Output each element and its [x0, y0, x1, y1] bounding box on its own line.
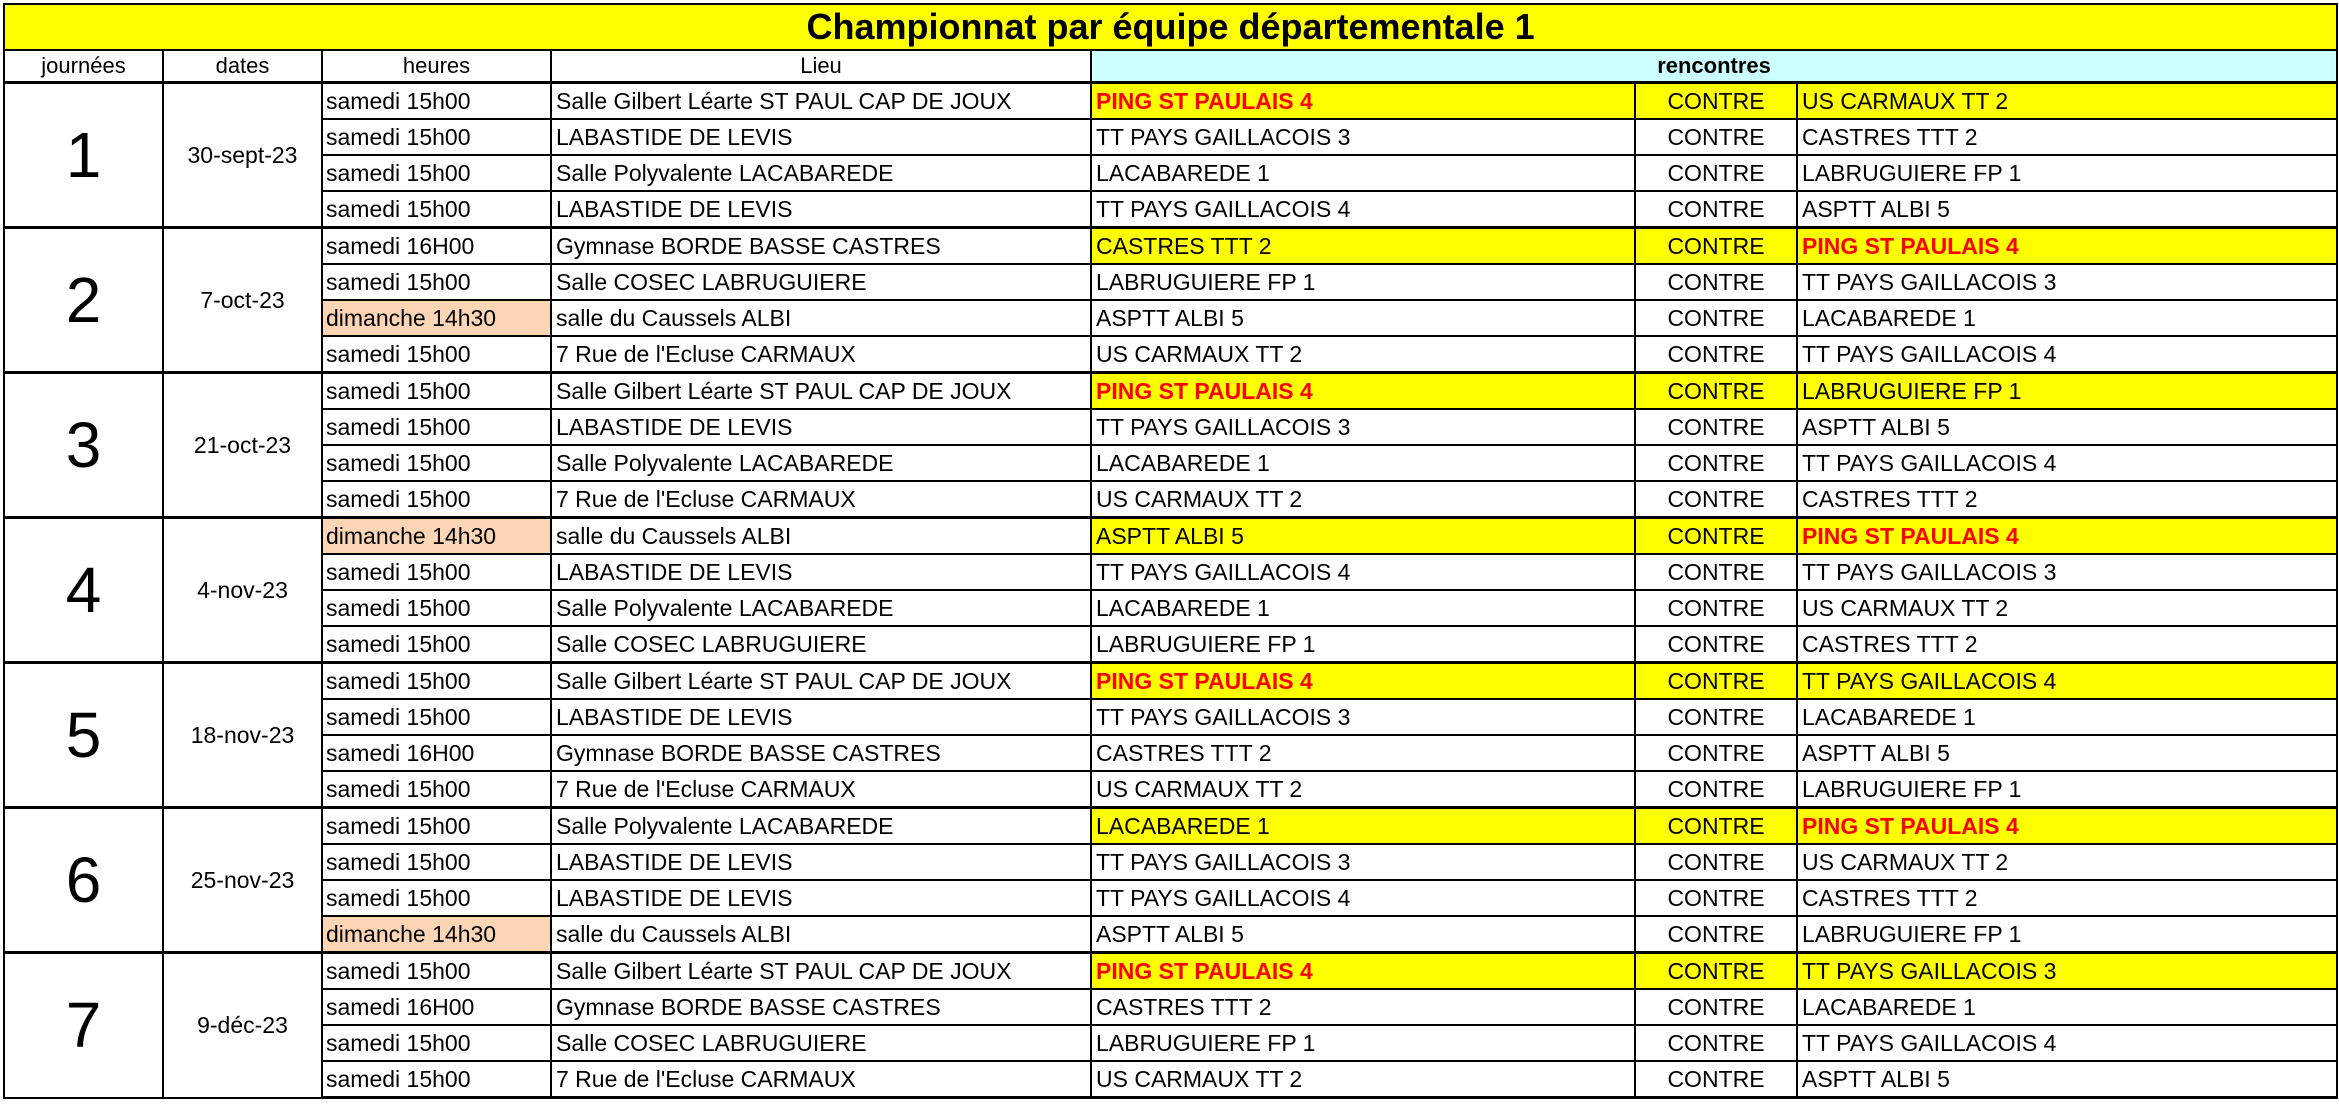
- contre-label: CONTRE: [1635, 228, 1797, 265]
- contre-label: CONTRE: [1635, 626, 1797, 663]
- home-team: LACABAREDE 1: [1091, 445, 1635, 481]
- home-team: TT PAYS GAILLACOIS 3: [1091, 409, 1635, 445]
- away-team: TT PAYS GAILLACOIS 3: [1797, 554, 2337, 590]
- contre-label: CONTRE: [1635, 83, 1797, 120]
- match-time: samedi 15h00: [322, 554, 551, 590]
- match-time: samedi 15h00: [322, 445, 551, 481]
- journee-date: 7-oct-23: [163, 228, 322, 373]
- match-time: samedi 15h00: [322, 83, 551, 120]
- match-venue: LABASTIDE DE LEVIS: [551, 880, 1091, 916]
- contre-label: CONTRE: [1635, 1025, 1797, 1061]
- contre-label: CONTRE: [1635, 771, 1797, 808]
- match-time: samedi 16H00: [322, 735, 551, 771]
- home-team: ASPTT ALBI 5: [1091, 916, 1635, 953]
- home-team: PING ST PAULAIS 4: [1091, 663, 1635, 700]
- match-venue: 7 Rue de l'Ecluse CARMAUX: [551, 336, 1091, 373]
- home-team: LABRUGUIERE FP 1: [1091, 1025, 1635, 1061]
- match-row: [4, 481, 2337, 518]
- match-venue: Salle Gilbert Léarte ST PAUL CAP DE JOUX: [551, 373, 1091, 410]
- contre-label: CONTRE: [1635, 808, 1797, 845]
- match-time: samedi 15h00: [322, 626, 551, 663]
- contre-label: CONTRE: [1635, 699, 1797, 735]
- home-team: LACABAREDE 1: [1091, 590, 1635, 626]
- match-venue: Salle COSEC LABRUGUIERE: [551, 264, 1091, 300]
- match-row: [4, 83, 2337, 120]
- match-time: samedi 15h00: [322, 1061, 551, 1098]
- header-lieu: Lieu: [551, 50, 1091, 83]
- match-row: [4, 699, 2337, 735]
- away-team: PING ST PAULAIS 4: [1797, 228, 2337, 265]
- contre-label: CONTRE: [1635, 953, 1797, 990]
- match-time: dimanche 14h30: [322, 916, 551, 953]
- home-team: LABRUGUIERE FP 1: [1091, 264, 1635, 300]
- schedule-table: [3, 3, 2338, 1099]
- match-row: [4, 119, 2337, 155]
- match-venue: salle du Caussels ALBI: [551, 518, 1091, 555]
- home-team: US CARMAUX TT 2: [1091, 481, 1635, 518]
- match-venue: Salle Polyvalente LACABAREDE: [551, 445, 1091, 481]
- away-team: LABRUGUIERE FP 1: [1797, 916, 2337, 953]
- match-venue: LABASTIDE DE LEVIS: [551, 191, 1091, 228]
- match-row: [4, 228, 2337, 265]
- journee-date: 4-nov-23: [163, 518, 322, 663]
- contre-label: CONTRE: [1635, 373, 1797, 410]
- journee-date: 18-nov-23: [163, 663, 322, 808]
- away-team: ASPTT ALBI 5: [1797, 1061, 2337, 1098]
- match-time: samedi 15h00: [322, 264, 551, 300]
- match-venue: 7 Rue de l'Ecluse CARMAUX: [551, 1061, 1091, 1098]
- match-time: samedi 15h00: [322, 808, 551, 845]
- journee-number: 3: [4, 373, 163, 518]
- header-rencontres: rencontres: [1091, 50, 2337, 83]
- contre-label: CONTRE: [1635, 989, 1797, 1025]
- match-venue: Gymnase BORDE BASSE CASTRES: [551, 989, 1091, 1025]
- journee-date: 30-sept-23: [163, 83, 322, 228]
- match-row: [4, 626, 2337, 663]
- home-team: US CARMAUX TT 2: [1091, 771, 1635, 808]
- journee-number: 6: [4, 808, 163, 953]
- away-team: TT PAYS GAILLACOIS 4: [1797, 1025, 2337, 1061]
- home-team: PING ST PAULAIS 4: [1091, 83, 1635, 120]
- away-team: ASPTT ALBI 5: [1797, 735, 2337, 771]
- home-team: ASPTT ALBI 5: [1091, 300, 1635, 336]
- match-row: [4, 735, 2337, 771]
- away-team: CASTRES TTT 2: [1797, 626, 2337, 663]
- away-team: TT PAYS GAILLACOIS 3: [1797, 953, 2337, 990]
- home-team: CASTRES TTT 2: [1091, 989, 1635, 1025]
- header-journees: journées: [4, 50, 163, 83]
- match-venue: 7 Rue de l'Ecluse CARMAUX: [551, 771, 1091, 808]
- header-row: [4, 50, 2337, 83]
- match-row: [4, 264, 2337, 300]
- home-team: ASPTT ALBI 5: [1091, 518, 1635, 555]
- match-row: [4, 663, 2337, 700]
- contre-label: CONTRE: [1635, 554, 1797, 590]
- match-row: [4, 1025, 2337, 1061]
- home-team: CASTRES TTT 2: [1091, 735, 1635, 771]
- away-team: PING ST PAULAIS 4: [1797, 518, 2337, 555]
- header-heures: heures: [322, 50, 551, 83]
- match-venue: Salle Polyvalente LACABAREDE: [551, 590, 1091, 626]
- away-team: TT PAYS GAILLACOIS 4: [1797, 336, 2337, 373]
- match-time: samedi 15h00: [322, 1025, 551, 1061]
- match-venue: Salle Gilbert Léarte ST PAUL CAP DE JOUX: [551, 953, 1091, 990]
- match-time: samedi 15h00: [322, 771, 551, 808]
- contre-label: CONTRE: [1635, 336, 1797, 373]
- journee-date: 25-nov-23: [163, 808, 322, 953]
- home-team: US CARMAUX TT 2: [1091, 1061, 1635, 1098]
- match-row: [4, 590, 2337, 626]
- contre-label: CONTRE: [1635, 1061, 1797, 1098]
- match-row: [4, 808, 2337, 845]
- contre-label: CONTRE: [1635, 191, 1797, 228]
- match-venue: LABASTIDE DE LEVIS: [551, 409, 1091, 445]
- home-team: CASTRES TTT 2: [1091, 228, 1635, 265]
- away-team: TT PAYS GAILLACOIS 3: [1797, 264, 2337, 300]
- match-venue: LABASTIDE DE LEVIS: [551, 844, 1091, 880]
- away-team: CASTRES TTT 2: [1797, 880, 2337, 916]
- away-team: LACABAREDE 1: [1797, 300, 2337, 336]
- contre-label: CONTRE: [1635, 409, 1797, 445]
- match-row: [4, 409, 2337, 445]
- match-time: samedi 15h00: [322, 119, 551, 155]
- match-row: [4, 155, 2337, 191]
- match-row: [4, 373, 2337, 410]
- match-venue: LABASTIDE DE LEVIS: [551, 554, 1091, 590]
- away-team: LABRUGUIERE FP 1: [1797, 155, 2337, 191]
- header-dates: dates: [163, 50, 322, 83]
- match-time: samedi 15h00: [322, 373, 551, 410]
- contre-label: CONTRE: [1635, 264, 1797, 300]
- match-row: [4, 518, 2337, 555]
- journee-number: 2: [4, 228, 163, 373]
- home-team: US CARMAUX TT 2: [1091, 336, 1635, 373]
- away-team: LACABAREDE 1: [1797, 699, 2337, 735]
- match-venue: Salle COSEC LABRUGUIERE: [551, 626, 1091, 663]
- journee-number: 5: [4, 663, 163, 808]
- match-time: samedi 15h00: [322, 699, 551, 735]
- match-time: samedi 15h00: [322, 191, 551, 228]
- match-venue: LABASTIDE DE LEVIS: [551, 119, 1091, 155]
- away-team: US CARMAUX TT 2: [1797, 590, 2337, 626]
- match-venue: Salle COSEC LABRUGUIERE: [551, 1025, 1091, 1061]
- match-venue: Salle Gilbert Léarte ST PAUL CAP DE JOUX: [551, 83, 1091, 120]
- match-row: [4, 989, 2337, 1025]
- away-team: US CARMAUX TT 2: [1797, 83, 2337, 120]
- home-team: PING ST PAULAIS 4: [1091, 373, 1635, 410]
- away-team: ASPTT ALBI 5: [1797, 191, 2337, 228]
- match-venue: Salle Gilbert Léarte ST PAUL CAP DE JOUX: [551, 663, 1091, 700]
- match-venue: Gymnase BORDE BASSE CASTRES: [551, 228, 1091, 265]
- away-team: LABRUGUIERE FP 1: [1797, 771, 2337, 808]
- page-title: Championnat par équipe départementale 1: [4, 4, 2337, 50]
- match-time: samedi 15h00: [322, 880, 551, 916]
- match-venue: LABASTIDE DE LEVIS: [551, 699, 1091, 735]
- match-row: [4, 191, 2337, 228]
- contre-label: CONTRE: [1635, 844, 1797, 880]
- match-time: samedi 15h00: [322, 409, 551, 445]
- match-time: samedi 15h00: [322, 590, 551, 626]
- contre-label: CONTRE: [1635, 735, 1797, 771]
- match-venue: Gymnase BORDE BASSE CASTRES: [551, 735, 1091, 771]
- match-row: [4, 771, 2337, 808]
- journee-date: 9-déc-23: [163, 953, 322, 1098]
- away-team: CASTRES TTT 2: [1797, 481, 2337, 518]
- contre-label: CONTRE: [1635, 518, 1797, 555]
- away-team: PING ST PAULAIS 4: [1797, 808, 2337, 845]
- match-venue: salle du Caussels ALBI: [551, 300, 1091, 336]
- contre-label: CONTRE: [1635, 880, 1797, 916]
- journee-number: 1: [4, 83, 163, 228]
- away-team: ASPTT ALBI 5: [1797, 409, 2337, 445]
- contre-label: CONTRE: [1635, 916, 1797, 953]
- match-time: samedi 15h00: [322, 481, 551, 518]
- journee-number: 4: [4, 518, 163, 663]
- home-team: TT PAYS GAILLACOIS 4: [1091, 554, 1635, 590]
- match-time: samedi 15h00: [322, 953, 551, 990]
- match-row: [4, 300, 2337, 336]
- match-time: dimanche 14h30: [322, 300, 551, 336]
- match-time: samedi 15h00: [322, 155, 551, 191]
- contre-label: CONTRE: [1635, 119, 1797, 155]
- away-team: TT PAYS GAILLACOIS 4: [1797, 445, 2337, 481]
- match-time: samedi 15h00: [322, 844, 551, 880]
- home-team: TT PAYS GAILLACOIS 3: [1091, 699, 1635, 735]
- match-venue: Salle Polyvalente LACABAREDE: [551, 808, 1091, 845]
- contre-label: CONTRE: [1635, 590, 1797, 626]
- contre-label: CONTRE: [1635, 445, 1797, 481]
- away-team: LACABAREDE 1: [1797, 989, 2337, 1025]
- match-time: samedi 16H00: [322, 989, 551, 1025]
- home-team: LACABAREDE 1: [1091, 808, 1635, 845]
- away-team: LABRUGUIERE FP 1: [1797, 373, 2337, 410]
- match-time: samedi 16H00: [322, 228, 551, 265]
- journee-date: 21-oct-23: [163, 373, 322, 518]
- match-row: [4, 880, 2337, 916]
- away-team: TT PAYS GAILLACOIS 4: [1797, 663, 2337, 700]
- match-time: samedi 15h00: [322, 336, 551, 373]
- match-row: [4, 1061, 2337, 1098]
- away-team: US CARMAUX TT 2: [1797, 844, 2337, 880]
- journee-number: 7: [4, 953, 163, 1098]
- contre-label: CONTRE: [1635, 300, 1797, 336]
- match-row: [4, 844, 2337, 880]
- contre-label: CONTRE: [1635, 481, 1797, 518]
- match-row: [4, 336, 2337, 373]
- home-team: TT PAYS GAILLACOIS 3: [1091, 844, 1635, 880]
- home-team: LACABAREDE 1: [1091, 155, 1635, 191]
- home-team: TT PAYS GAILLACOIS 3: [1091, 119, 1635, 155]
- home-team: TT PAYS GAILLACOIS 4: [1091, 191, 1635, 228]
- home-team: TT PAYS GAILLACOIS 4: [1091, 880, 1635, 916]
- match-venue: Salle Polyvalente LACABAREDE: [551, 155, 1091, 191]
- home-team: PING ST PAULAIS 4: [1091, 953, 1635, 990]
- home-team: LABRUGUIERE FP 1: [1091, 626, 1635, 663]
- match-row: [4, 916, 2337, 953]
- match-venue: salle du Caussels ALBI: [551, 916, 1091, 953]
- match-time: samedi 15h00: [322, 663, 551, 700]
- match-row: [4, 953, 2337, 990]
- title-row: [4, 4, 2337, 50]
- away-team: CASTRES TTT 2: [1797, 119, 2337, 155]
- contre-label: CONTRE: [1635, 663, 1797, 700]
- match-row: [4, 554, 2337, 590]
- contre-label: CONTRE: [1635, 155, 1797, 191]
- match-venue: 7 Rue de l'Ecluse CARMAUX: [551, 481, 1091, 518]
- match-row: [4, 445, 2337, 481]
- match-time: dimanche 14h30: [322, 518, 551, 555]
